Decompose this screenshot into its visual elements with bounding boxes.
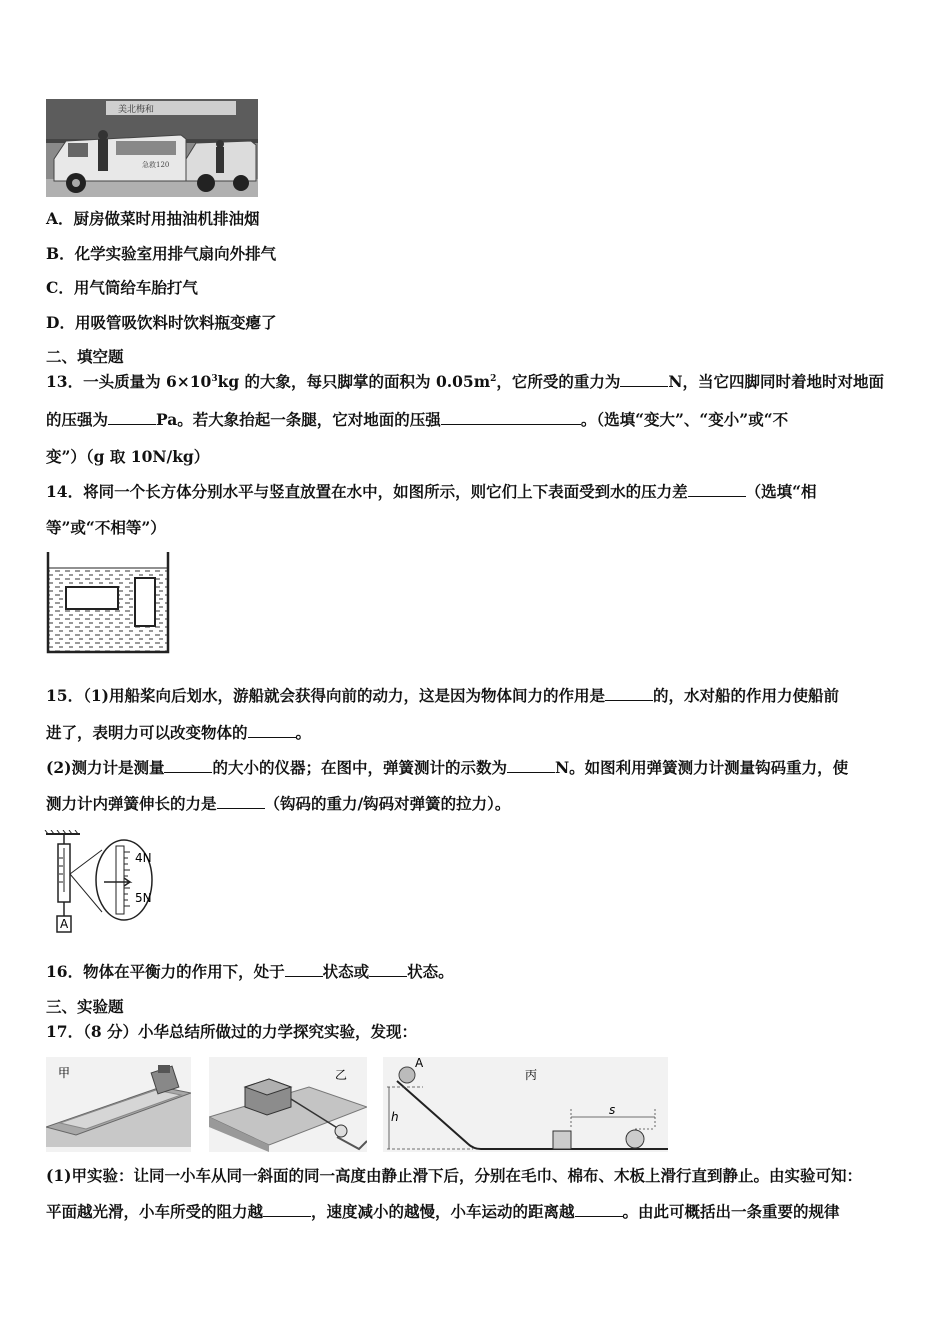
q13-text-2: kg 的大象，每只脚掌的面积为 0.05m [217, 372, 491, 391]
q13-blank-change[interactable] [441, 409, 581, 425]
ambulance-photo [46, 99, 258, 197]
q16-b: 状态或 [322, 962, 370, 981]
q15-blank-reading[interactable] [507, 757, 555, 773]
q14-line2: 等”或“不相等”） [46, 518, 166, 537]
q13-text-4: N，当它四脚同时着地时对地面 [668, 372, 885, 391]
q13-exponent: 3 [211, 374, 218, 384]
q13-line3: 变”）（g 取 10N/kg） [46, 447, 210, 466]
q13-line2-b: Pa。若大象抬起一条腿，它对地面的压强 [156, 410, 441, 429]
q17-blank-resistance[interactable] [263, 1201, 311, 1217]
q13-blank-pressure[interactable] [108, 409, 156, 425]
section-fill-heading: 二、填空题 [46, 347, 124, 366]
q15-line2-b: 。 [295, 723, 312, 742]
q13-text-3: ，它所受的重力为 [496, 372, 621, 391]
fig-yi-label: 乙 [335, 1068, 348, 1082]
section-experiment-heading: 三、实验题 [46, 997, 124, 1016]
q17-intro: 17．（8 分）小华总结所做过的力学探究实验，发现： [46, 1022, 418, 1041]
ball-label-a: A [415, 1057, 424, 1070]
q14-line1-b: （选填“相 [745, 482, 817, 501]
horizontal-block [66, 587, 118, 609]
q15-line2 [46, 722, 906, 744]
q13-exponent-2: 2 [490, 374, 497, 384]
fig-bing-label: 丙 [525, 1068, 538, 1082]
q16-a: 16．物体在平衡力的作用下，处于 [46, 962, 285, 981]
q17-line2-b: ，速度减小的越慢，小车运动的距离越 [311, 1202, 575, 1221]
q16-line [46, 961, 906, 983]
q13-line2 [46, 409, 906, 431]
q15-line4-b: （钩码的重力/钩码对弹簧的拉力）。 [264, 794, 511, 813]
q17-line2-c: 。由此可概括出一条重要的规律 [622, 1202, 840, 1221]
q13-blank-gravity[interactable] [620, 371, 668, 387]
q15-line1-a: 15．（1)用船桨向后划水，游船就会获得向前的动力，这是因为物体间力的作用是 [46, 686, 605, 705]
spring-balance-figure [44, 830, 156, 938]
q15-line1-b: 的，水对船的作用力使船前 [652, 686, 839, 705]
q15-line4-a: 测力计内弹簧伸长的力是 [46, 794, 217, 813]
vertical-block [135, 578, 155, 626]
q17-line1: (1)甲实验：让同一小车从同一斜面的同一高度由静止滑下后，分别在毛巾、棉布、木板上滑行直到静止。由实验可知： [46, 1166, 862, 1185]
height-label: h [391, 1110, 399, 1124]
q16-c: 状态。 [407, 962, 454, 981]
distance-label: s [609, 1103, 616, 1117]
q15-line4 [46, 793, 906, 815]
option-b: B．化学实验室用排气扇向外排气 [46, 244, 277, 263]
q16-blank-1[interactable] [285, 961, 323, 977]
q15-line3-a: (2)测力计是测量 [46, 758, 165, 777]
option-d: D．用吸管吸饮料时饮料瓶变瘪了 [46, 313, 277, 332]
q15-blank-quantity[interactable] [164, 757, 212, 773]
fig-jia-label: 甲 [58, 1066, 71, 1080]
q16-blank-2[interactable] [369, 961, 407, 977]
experiment-bing-figure [383, 1057, 668, 1152]
q15-line2-a: 进了，表明力可以改变物体的 [46, 723, 248, 742]
q13-line2-c: 。（选填“变大”、“变小”或“不 [580, 410, 789, 429]
q15-line3-b: 的大小的仪器；在图中，弹簧测计的示数为 [212, 758, 507, 777]
experiment-jia-figure [46, 1057, 191, 1152]
q15-line1 [46, 685, 906, 707]
q13-text-1: 13．一头质量为 6×10 [46, 372, 212, 391]
option-c: C．用气筒给车胎打气 [46, 278, 198, 297]
weight-label: A [60, 917, 69, 931]
q13-line2-a: 的压强为 [46, 410, 109, 429]
q15-blank-mutual[interactable] [605, 685, 653, 701]
scale-bottom-label: 5N [135, 891, 152, 905]
water-tank-figure [44, 552, 172, 654]
q15-line3-c: N。如图利用弹簧测力计测量钩码重力，使 [554, 758, 849, 777]
q17-line2-a: 平面越光滑，小车所受的阻力越 [46, 1202, 264, 1221]
q15-blank-motion[interactable] [248, 722, 296, 738]
q15-blank-force[interactable] [217, 793, 265, 809]
q17-line2 [46, 1201, 906, 1223]
q14-blank[interactable] [688, 481, 746, 497]
q14-line1-a: 14．将同一个长方体分别水平与竖直放置在水中，如图所示，则它们上下表面受到水的压力差 [46, 482, 688, 501]
q15-line3 [46, 757, 906, 779]
photo-sign-text: 美北梅和 [118, 105, 155, 115]
photo-plate-text: 急救120 [142, 161, 170, 169]
option-a: A．厨房做菜时用抽油机排油烟 [46, 209, 260, 228]
q14-line1 [46, 481, 906, 503]
q13-line1 [46, 371, 906, 393]
experiment-yi-figure [209, 1057, 367, 1152]
scale-top-label: 4N [135, 851, 152, 865]
q17-blank-distance[interactable] [575, 1201, 623, 1217]
